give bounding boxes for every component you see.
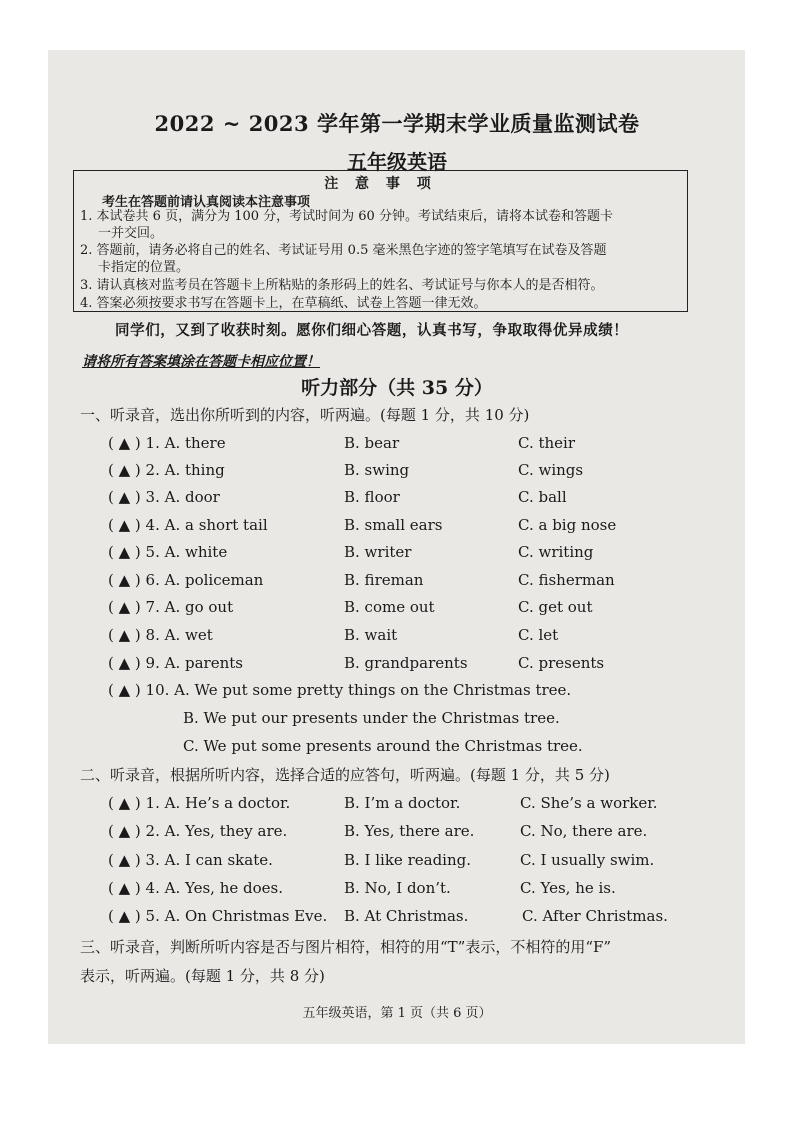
option-a: ( ▲ ) 3. A. door (108, 488, 220, 506)
option-a: ( ▲ ) 4. A. Yes, he does. (108, 879, 283, 897)
part3-heading: 三、听录音，判断所听内容是否与图片相符，相符的用“T”表示，不相符的用“F” (80, 938, 612, 956)
option-a: ( ▲ ) 3. A. I can skate. (108, 851, 273, 869)
notice-item: 4. 答案必须按要求书写在答题卡上，在草稿纸、试卷上答题一律无效。 (80, 296, 487, 311)
option-c: C. writing (518, 543, 594, 561)
question-row (108, 654, 748, 678)
option-c: C. Yes, he is. (520, 879, 616, 897)
encouragement-text: 同学们，又到了收获时刻。愿你们细心答题，认真书写，争取取得优异成绩！ (115, 322, 629, 339)
question-row (108, 822, 748, 846)
option-a: ( ▲ ) 1. A. there (108, 434, 226, 452)
exam-title: 2022 ~ 2023 学年第一学期末学业质量监测试卷 (154, 111, 640, 136)
notice-item: 卡指定的位置。 (98, 260, 190, 275)
option-a: ( ▲ ) 4. A. a short tail (108, 516, 268, 534)
exam-subtitle: 五年级英语 (347, 150, 447, 174)
option-c: C. ball (518, 488, 567, 506)
notice-item: 一并交回。 (98, 226, 164, 241)
answer-reminder: 请将所有答案填涂在答题卡相应位置！ (82, 354, 320, 370)
option-c: C. After Christmas. (522, 907, 668, 925)
option-c: C. She’s a worker. (520, 794, 658, 812)
option-b: B. writer (344, 543, 412, 561)
option-b: B. No, I don’t. (344, 879, 451, 897)
option-b: B. Yes, there are. (344, 822, 475, 840)
option-c: C. No, there are. (520, 822, 648, 840)
option-a: ( ▲ ) 5. A. white (108, 543, 228, 561)
option-b: B. I like reading. (344, 851, 472, 869)
question-row (108, 598, 748, 622)
question-row (108, 571, 748, 595)
option-c: C. get out (518, 598, 593, 616)
option-c: C. fisherman (518, 571, 615, 589)
option-b: B. floor (344, 488, 400, 506)
option-b: B. At Christmas. (344, 907, 469, 925)
question-row (108, 488, 748, 512)
option-a: ( ▲ ) 7. A. go out (108, 598, 234, 616)
q10-option-a: ( ▲ ) 10. A. We put some pretty things on the Christmas tree. (108, 681, 572, 699)
question-row (108, 461, 748, 485)
option-b: B. wait (344, 626, 398, 644)
option-a: ( ▲ ) 2. A. thing (108, 461, 225, 479)
page-footer: 五年级英语，第 1 页（共 6 页） (302, 1006, 492, 1021)
notice-item: 1. 本试卷共 6 页，满分为 100 分，考试时间为 60 分钟。考试结束后，请将本试卷和答题卡 (80, 209, 613, 224)
option-c: C. presents (518, 654, 605, 672)
question-row (108, 516, 748, 540)
option-c: C. wings (518, 461, 584, 479)
option-b: B. come out (344, 598, 435, 616)
question-row (108, 626, 748, 650)
option-a: ( ▲ ) 6. A. policeman (108, 571, 264, 589)
option-a: ( ▲ ) 2. A. Yes, they are. (108, 822, 288, 840)
notice-heading: 注 意 事 项 (324, 176, 437, 192)
question-row (108, 879, 748, 903)
question-row (108, 543, 748, 567)
option-a: ( ▲ ) 1. A. He’s a doctor. (108, 794, 291, 812)
option-b: B. grandparents (344, 654, 468, 672)
listening-section-title: 听力部分（共 35 分） (301, 377, 493, 399)
option-c: C. their (518, 434, 576, 452)
question-row (108, 851, 748, 875)
question-row (108, 907, 748, 931)
notice-box (73, 170, 688, 312)
option-b: B. small ears (344, 516, 443, 534)
notice-item: 3. 请认真核对监考员在答题卡上所粘贴的条形码上的姓名、考试证号与你本人的是否相符。 (80, 278, 604, 293)
part1-heading: 一、听录音，选出你所听到的内容，听两遍。(每题 1 分，共 10 分) (80, 406, 530, 424)
option-b: B. fireman (344, 571, 424, 589)
option-b: B. I’m a doctor. (344, 794, 461, 812)
option-a: ( ▲ ) 8. A. wet (108, 626, 213, 644)
option-b: B. swing (344, 461, 410, 479)
option-c: C. a big nose (518, 516, 617, 534)
q10-option-b: B. We put our presents under the Christmas tree. (183, 709, 560, 727)
option-b: B. bear (344, 434, 400, 452)
q10-option-c: C. We put some presents around the Christmas tree. (183, 737, 583, 755)
notice-item: 2. 答题前，请务必将自己的姓名、考试证号用 0.5 毫米黑色字迹的签字笔填写在试卷及答题 (80, 243, 607, 258)
part3-heading-continued: 表示，听两遍。(每题 1 分，共 8 分) (80, 967, 325, 985)
part2-heading: 二、听录音，根据所听内容，选择合适的应答句，听两遍。(每题 1 分，共 5 分) (80, 766, 610, 784)
notice-intro: 考生在答题前请认真阅读本注意事项 (102, 195, 311, 210)
question-row (108, 794, 748, 818)
question-row (108, 434, 748, 458)
option-c: C. let (518, 626, 559, 644)
option-c: C. I usually swim. (520, 851, 655, 869)
option-a: ( ▲ ) 9. A. parents (108, 654, 243, 672)
option-a: ( ▲ ) 5. A. On Christmas Eve. (108, 907, 328, 925)
